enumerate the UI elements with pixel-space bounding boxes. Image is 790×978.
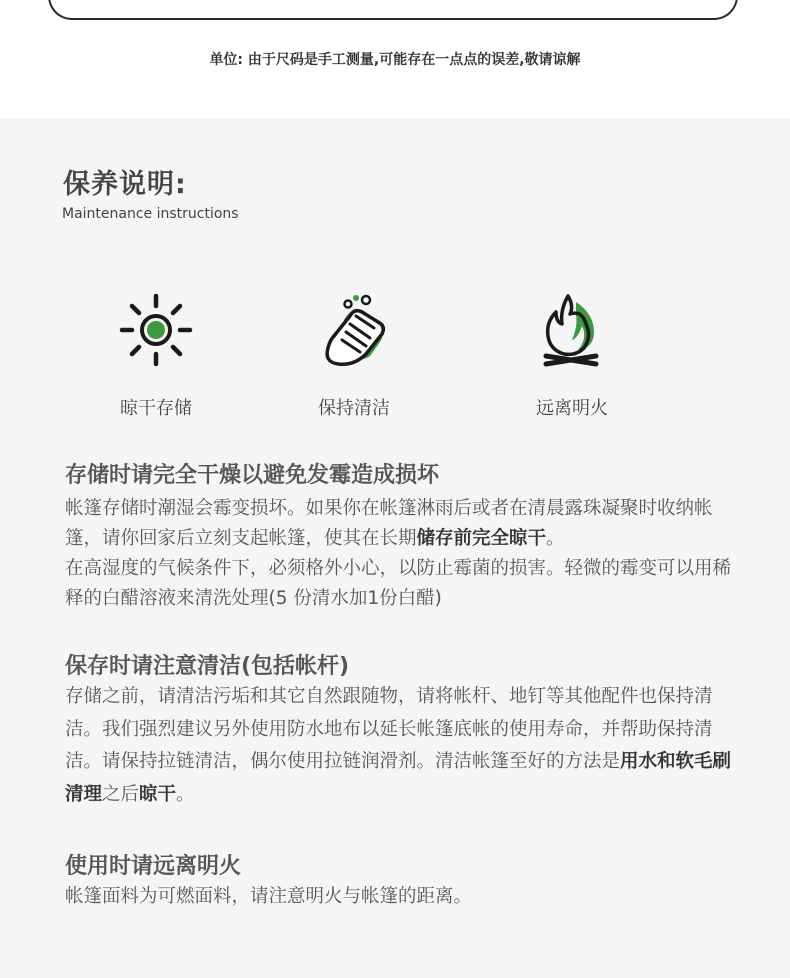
maintenance-section	[0, 118, 790, 978]
size-table-bottom-border	[48, 0, 738, 20]
maintenance-subtitle: Maintenance instructions	[62, 206, 239, 222]
fire-icon	[532, 290, 612, 370]
maintenance-title: 保养说明:	[63, 169, 187, 200]
section-body-drying	[65, 494, 740, 614]
text: 。	[546, 528, 565, 549]
text: 之后	[102, 783, 140, 805]
measurement-note: 单位: 由于尺码是手工测量,可能存在一点点的误差,敬请谅解	[209, 52, 581, 68]
sun-icon	[116, 290, 196, 370]
emphasis-text: 用水和软毛刷清理	[65, 751, 732, 805]
washing-hands-icon	[314, 290, 394, 370]
care-icon-label: 晾干存储	[120, 398, 192, 419]
care-icon-clean	[254, 290, 454, 420]
care-icon-fire	[472, 290, 672, 420]
section-body-cleaning	[65, 681, 740, 811]
care-icon-label: 远离明火	[536, 398, 608, 419]
section-body-fire	[65, 882, 740, 912]
text: 帐篷存储时潮湿会霉变损坏。如果你在帐篷淋雨后或者在清晨露珠凝聚时收纳帐篷，请你回家后立刻支起帐篷，使其在长期	[65, 498, 713, 549]
size-chart-footer	[0, 0, 790, 118]
care-icon-dry	[56, 290, 256, 420]
section-title-cleaning: 保存时请注意清洁(包括帐杆)	[65, 654, 350, 679]
paragraph: 在高湿度的气候条件下，必须格外小心，以防止霉菌的损害。轻微的霉变可以用稀释的白醋溶液来清洗处理(5 份清水加1份白醋)	[65, 558, 732, 609]
care-icon-label: 保持清洁	[318, 398, 390, 419]
section-title-drying: 存储时请完全干燥以避免发霉造成损坏	[65, 463, 440, 488]
emphasis-text: 储存前完全晾干	[416, 528, 547, 549]
paragraph	[65, 494, 740, 554]
section-title-fire: 使用时请远离明火	[65, 854, 242, 879]
text: 存储之前，请清洁污垢和其它自然跟随物，请将帐杆、地钉等其他配件也保持清洁。我们强烈建议另外使用防水地布以延长帐篷底帐的使用寿命，并帮助保持清洁。请保持拉链清洁，偶尔使用拉链润滑剂。清洁帐篷至好的方法是	[65, 686, 713, 772]
text: 。	[176, 783, 195, 805]
paragraph: 帐篷面料为可燃面料，请注意明火与帐篷的距离。	[65, 886, 473, 907]
paragraph	[65, 681, 740, 811]
emphasis-text: 晾干	[139, 783, 177, 805]
